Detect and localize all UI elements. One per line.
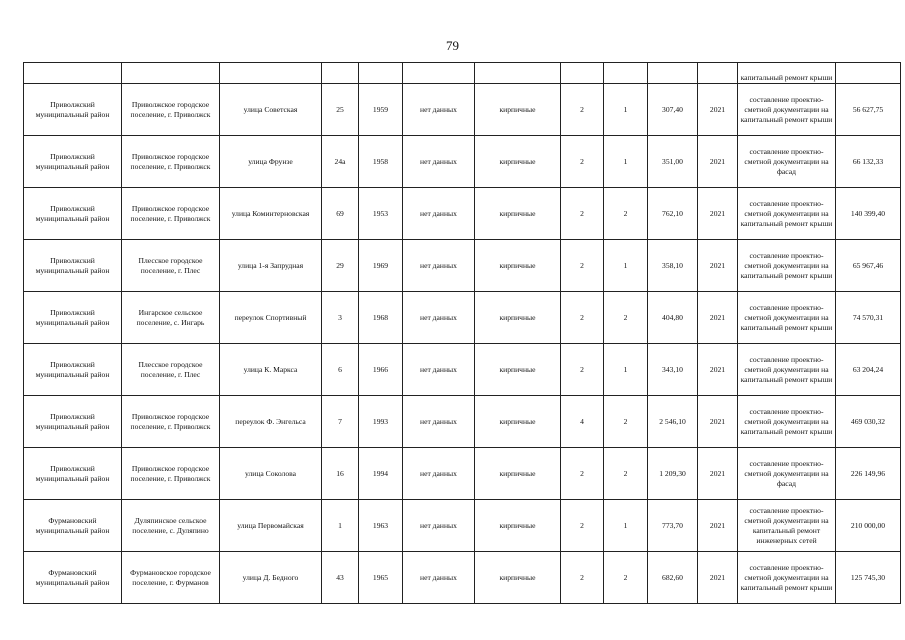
cell-house: 7 (322, 396, 359, 448)
cell-municipality: Приволжский муниципальный район (24, 240, 122, 292)
cell-house: 6 (322, 344, 359, 396)
cell-municipality: Приволжский муниципальный район (24, 84, 122, 136)
cell-plan-year: 2021 (698, 188, 738, 240)
cell-area: 351,00 (648, 136, 698, 188)
cell-year: 1966 (359, 344, 403, 396)
cell-area: 1 209,30 (648, 448, 698, 500)
cell-area: 682,60 (648, 552, 698, 604)
cell-work: составление проектно-сметной документации на фасад (738, 448, 836, 500)
table-row (24, 500, 901, 552)
cell-year: 1994 (359, 448, 403, 500)
cell-street: переулок Ф. Энгельса (220, 396, 322, 448)
table-row (24, 396, 901, 448)
cell-walls: кирпичные (475, 344, 561, 396)
table-row (24, 292, 901, 344)
cell-settlement: Приволжское городское поселение, г. Приволжск (122, 84, 220, 136)
cell-municipality: Приволжский муниципальный район (24, 448, 122, 500)
cell-house (322, 63, 359, 84)
cell-settlement: Плесское городское поселение, г. Плес (122, 240, 220, 292)
cell-walls: кирпичные (475, 136, 561, 188)
cell-walls: кирпичные (475, 188, 561, 240)
cell-walls: кирпичные (475, 448, 561, 500)
cell-plan-year: 2021 (698, 448, 738, 500)
cell-year: 1965 (359, 552, 403, 604)
cell-cost: 140 399,40 (836, 188, 901, 240)
cell-floors: 2 (561, 136, 604, 188)
table-row (24, 448, 901, 500)
cell-cost: 56 627,75 (836, 84, 901, 136)
cell-year: 1963 (359, 500, 403, 552)
cell-municipality: Фурмановский муниципальный район (24, 552, 122, 604)
cell-plan-year: 2021 (698, 292, 738, 344)
cell-year: 1958 (359, 136, 403, 188)
cell-area: 762,10 (648, 188, 698, 240)
cell-status: нет данных (403, 396, 475, 448)
cell-cost: 74 570,31 (836, 292, 901, 344)
cell-house: 3 (322, 292, 359, 344)
cell-settlement: Плесское городское поселение, г. Плес (122, 344, 220, 396)
cell-work: составление проектно-сметной документации на капитальный ремонт крыши (738, 344, 836, 396)
cell-area (648, 63, 698, 84)
cell-street: переулок Спортивный (220, 292, 322, 344)
cell-walls: кирпичные (475, 396, 561, 448)
cell-work: составление проектно-сметной документации на капитальный ремонт крыши (738, 552, 836, 604)
cell-floors: 2 (561, 292, 604, 344)
cell-house: 43 (322, 552, 359, 604)
page-number: 79 (446, 38, 459, 53)
cell-settlement: Дуляпинское сельское поселение, с. Дуляпино (122, 500, 220, 552)
cell-walls: кирпичные (475, 240, 561, 292)
cell-entrances: 2 (604, 396, 648, 448)
cell-municipality: Приволжский муниципальный район (24, 292, 122, 344)
cell-work: составление проектно-сметной документации на капитальный ремонт крыши (738, 396, 836, 448)
cell-area: 343,10 (648, 344, 698, 396)
cell-work: составление проектно-сметной документации на капитальный ремонт крыши (738, 292, 836, 344)
cell-area: 404,80 (648, 292, 698, 344)
cell-entrances: 1 (604, 84, 648, 136)
cell-street: улица К. Маркса (220, 344, 322, 396)
cell-entrances: 1 (604, 240, 648, 292)
cell-house: 29 (322, 240, 359, 292)
cell-walls: кирпичные (475, 552, 561, 604)
cell-floors: 2 (561, 500, 604, 552)
cell-cost: 469 030,32 (836, 396, 901, 448)
cell-house: 1 (322, 500, 359, 552)
cell-entrances: 2 (604, 188, 648, 240)
cell-municipality (24, 63, 122, 84)
cell-street: улица Коминтерновская (220, 188, 322, 240)
cell-entrances: 2 (604, 292, 648, 344)
cell-municipality: Приволжский муниципальный район (24, 344, 122, 396)
cell-settlement: Фурмановское городское поселение, г. Фурманов (122, 552, 220, 604)
cell-entrances: 1 (604, 500, 648, 552)
cell-floors (561, 63, 604, 84)
cell-year: 1968 (359, 292, 403, 344)
cell-municipality: Приволжский муниципальный район (24, 188, 122, 240)
cell-street: улица Фрунзе (220, 136, 322, 188)
cell-walls (475, 63, 561, 84)
cell-status (403, 63, 475, 84)
cell-status: нет данных (403, 500, 475, 552)
cell-settlement: Приволжское городское поселение, г. Приволжск (122, 188, 220, 240)
cell-plan-year (698, 63, 738, 84)
cell-cost: 125 745,30 (836, 552, 901, 604)
cell-status: нет данных (403, 292, 475, 344)
table-row (24, 188, 901, 240)
cell-plan-year: 2021 (698, 84, 738, 136)
cell-house: 24а (322, 136, 359, 188)
cell-settlement: Приволжское городское поселение, г. Приволжск (122, 136, 220, 188)
cell-settlement: Ингарское сельское поселение, с. Ингарь (122, 292, 220, 344)
cell-status: нет данных (403, 240, 475, 292)
cell-plan-year: 2021 (698, 552, 738, 604)
cell-year: 1959 (359, 84, 403, 136)
cell-plan-year: 2021 (698, 344, 738, 396)
table-row (24, 240, 901, 292)
cell-work: составление проектно-сметной документации на фасад (738, 136, 836, 188)
table-row-continuation (24, 63, 901, 84)
cell-walls: кирпичные (475, 84, 561, 136)
cell-municipality: Приволжский муниципальный район (24, 396, 122, 448)
cell-plan-year: 2021 (698, 136, 738, 188)
cell-settlement: Приволжское городское поселение, г. Приволжск (122, 448, 220, 500)
cell-area: 358,10 (648, 240, 698, 292)
cell-area: 307,40 (648, 84, 698, 136)
cell-floors: 2 (561, 84, 604, 136)
cell-entrances: 1 (604, 136, 648, 188)
cell-cost: 66 132,33 (836, 136, 901, 188)
cell-cost: 65 967,46 (836, 240, 901, 292)
cell-work: составление проектно-сметной документации на капитальный ремонт крыши (738, 240, 836, 292)
cell-municipality: Фурмановский муниципальный район (24, 500, 122, 552)
cell-plan-year: 2021 (698, 396, 738, 448)
cell-walls: кирпичные (475, 292, 561, 344)
cell-entrances: 1 (604, 344, 648, 396)
cell-entrances: 2 (604, 448, 648, 500)
cell-status: нет данных (403, 344, 475, 396)
cell-cost: 210 000,00 (836, 500, 901, 552)
cell-status: нет данных (403, 448, 475, 500)
table-row (24, 84, 901, 136)
cell-floors: 2 (561, 344, 604, 396)
cell-house: 69 (322, 188, 359, 240)
cell-entrances: 2 (604, 552, 648, 604)
cell-house: 16 (322, 448, 359, 500)
cell-work: составление проектно-сметной документации на капитальный ремонт крыши (738, 84, 836, 136)
cell-cost (836, 63, 901, 84)
cell-plan-year: 2021 (698, 500, 738, 552)
cell-settlement (122, 63, 220, 84)
housing-registry-table (23, 62, 901, 604)
cell-street: улица Первомайская (220, 500, 322, 552)
cell-plan-year: 2021 (698, 240, 738, 292)
cell-municipality: Приволжский муниципальный район (24, 136, 122, 188)
cell-cost: 226 149,96 (836, 448, 901, 500)
cell-street: улица Советская (220, 84, 322, 136)
cell-area: 773,70 (648, 500, 698, 552)
table-row (24, 344, 901, 396)
table-row (24, 552, 901, 604)
cell-floors: 4 (561, 396, 604, 448)
cell-floors: 2 (561, 448, 604, 500)
cell-floors: 2 (561, 188, 604, 240)
cell-street: улица Соколова (220, 448, 322, 500)
cell-work: составление проектно-сметной документации на капитальный ремонт крыши (738, 188, 836, 240)
cell-year (359, 63, 403, 84)
cell-house: 25 (322, 84, 359, 136)
cell-walls: кирпичные (475, 500, 561, 552)
cell-floors: 2 (561, 240, 604, 292)
cell-year: 1993 (359, 396, 403, 448)
cell-year: 1953 (359, 188, 403, 240)
cell-cost: 63 204,24 (836, 344, 901, 396)
cell-entrances (604, 63, 648, 84)
cell-area: 2 546,10 (648, 396, 698, 448)
cell-status: нет данных (403, 84, 475, 136)
cell-status: нет данных (403, 188, 475, 240)
cell-year: 1969 (359, 240, 403, 292)
cell-status: нет данных (403, 552, 475, 604)
cell-status: нет данных (403, 136, 475, 188)
cell-street: улица 1-я Запрудная (220, 240, 322, 292)
cell-floors: 2 (561, 552, 604, 604)
table-row (24, 136, 901, 188)
cell-street: улица Д. Бедного (220, 552, 322, 604)
cell-street (220, 63, 322, 84)
cell-work: составление проектно-сметной документации на капитальный ремонт инженерных сетей (738, 500, 836, 552)
cell-work: капитальный ремонт крыши (738, 63, 836, 84)
cell-settlement: Приволжское городское поселение, г. Приволжск (122, 396, 220, 448)
